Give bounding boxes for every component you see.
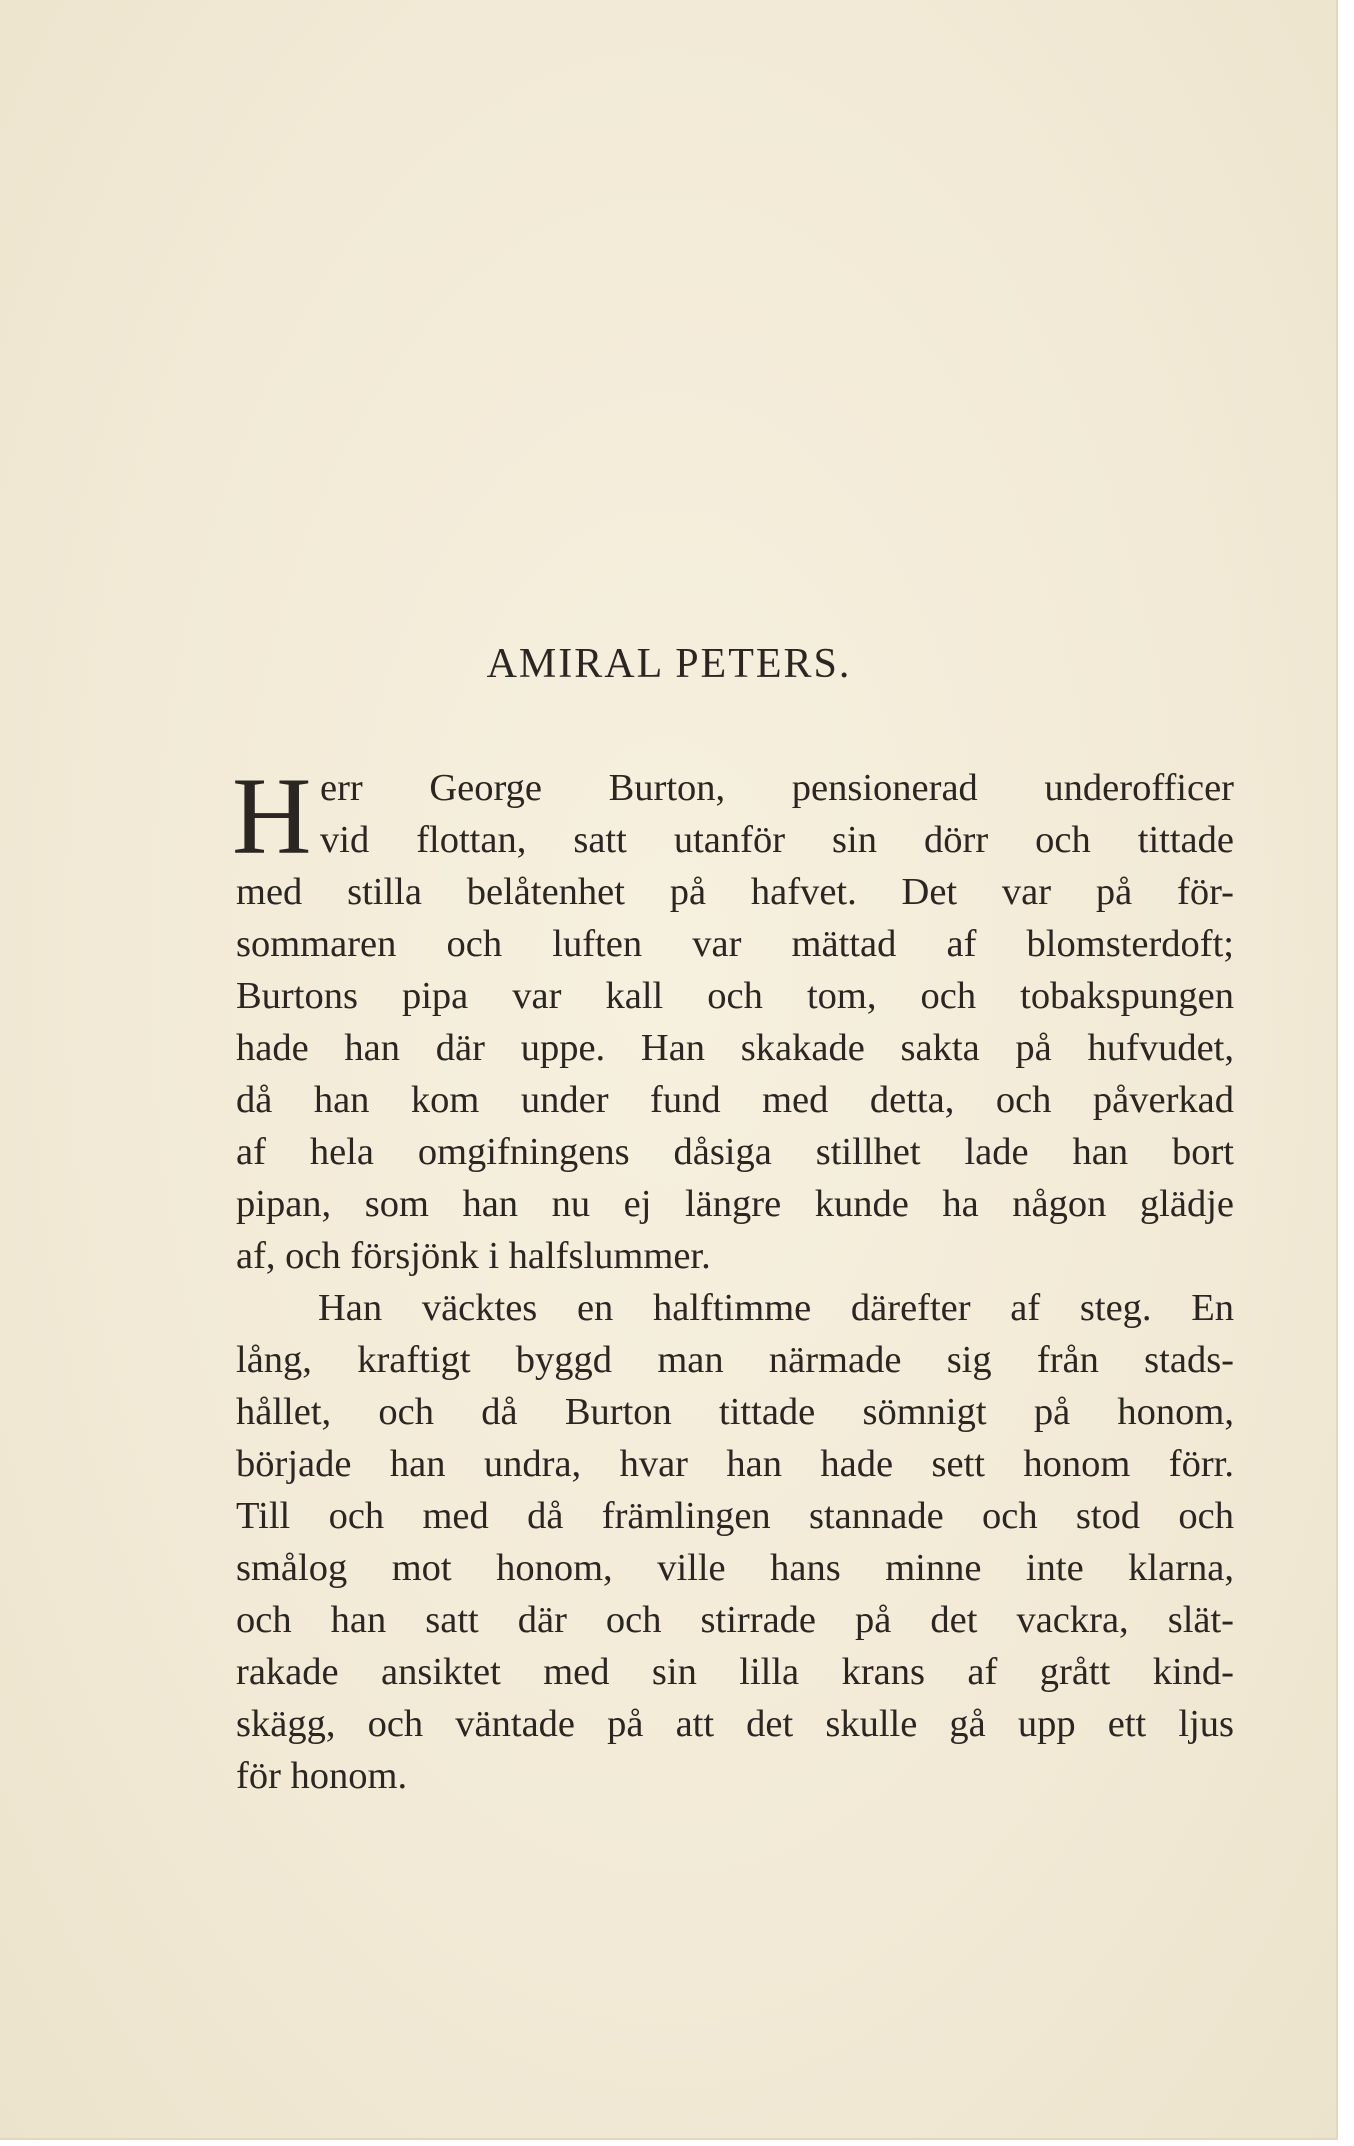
text-line: med stilla belåtenhet på hafvet. Det var på för- <box>236 871 1234 913</box>
text-line: började han undra, hvar han hade sett honom förr. <box>236 1443 1234 1485</box>
text-line: Burtons pipa var kall och tom, och tobakspungen <box>236 975 1234 1017</box>
text-line: err George Burton, pensionerad underofficer <box>320 767 1234 809</box>
text-line: af hela omgifningens dåsiga stillhet lade han bort <box>236 1131 1234 1173</box>
paragraph-2 <box>236 1282 1234 1802</box>
text-line: vid flottan, satt utanför sin dörr och tittade <box>320 819 1234 861</box>
text-line: då han kom under fund med detta, och påverkad <box>236 1079 1234 1121</box>
paragraph-1 <box>236 762 1234 1282</box>
text-line: af, och försjönk i halfslummer. <box>236 1235 711 1277</box>
text-line: Han väcktes en halftimme därefter af steg. En <box>318 1287 1234 1329</box>
text-line: sommaren och luften var mättad af blomsterdoft; <box>236 923 1234 965</box>
text-line: skägg, och väntade på att det skulle gå upp ett ljus <box>236 1703 1234 1745</box>
text-line: Till och med då främlingen stannade och stod och <box>236 1495 1234 1537</box>
drop-cap: H <box>232 755 312 877</box>
text-line: rakade ansiktet med sin lilla krans af grått kind- <box>236 1651 1234 1693</box>
text-line: hade han där uppe. Han skakade sakta på hufvudet, <box>236 1027 1234 1069</box>
text-line: pipan, som han nu ej längre kunde ha någon glädje <box>236 1183 1234 1225</box>
text-line: hållet, och då Burton tittade sömnigt på honom, <box>236 1391 1234 1433</box>
text-line: för honom. <box>236 1755 408 1797</box>
chapter-body <box>232 755 1234 1802</box>
text-line: och han satt där och stirrade på det vackra, slät- <box>236 1599 1234 1641</box>
text-line: smålog mot honom, ville hans minne inte klarna, <box>236 1547 1234 1589</box>
text-line: lång, kraftigt byggd man närmade sig från stads- <box>236 1339 1234 1381</box>
chapter-title: AMIRAL PETERS. <box>486 641 852 687</box>
